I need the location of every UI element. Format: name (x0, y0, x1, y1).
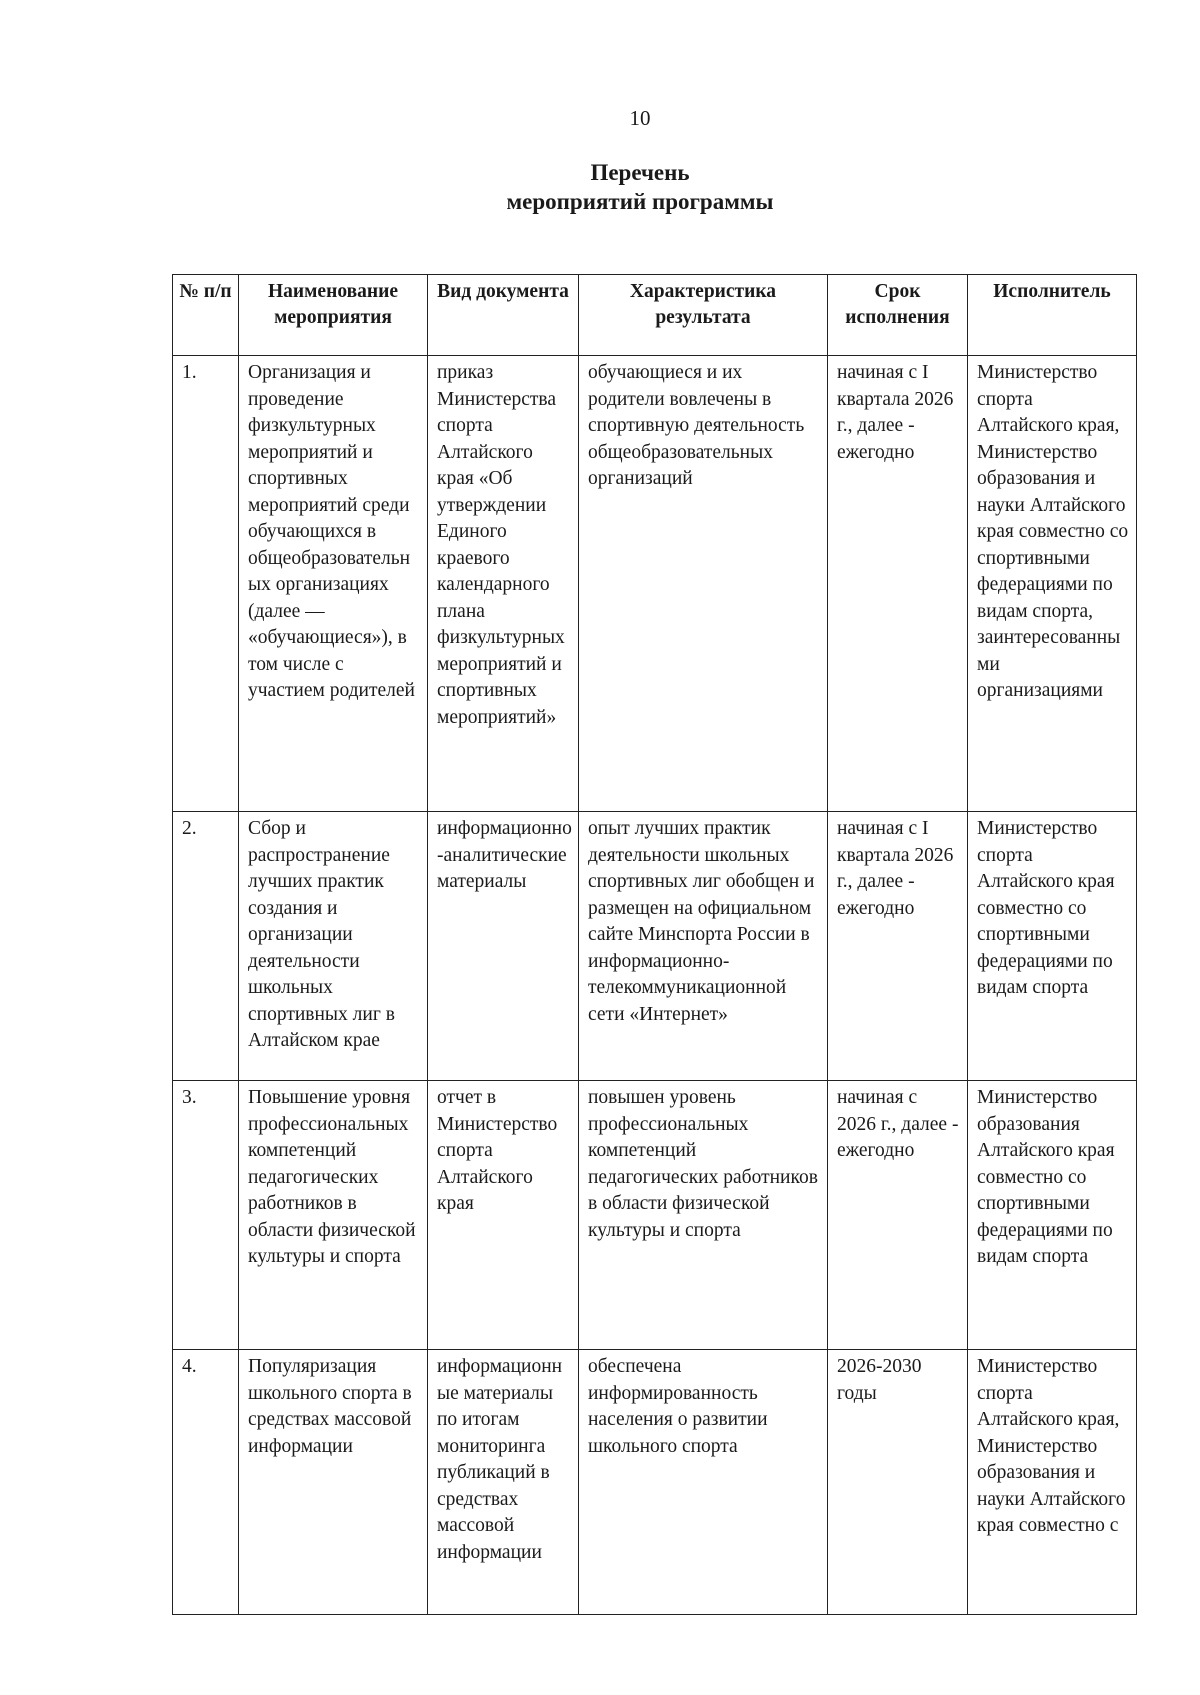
header-executor: Исполнитель (968, 275, 1137, 356)
document-title (0, 158, 1200, 216)
title-line-1: Перечень (590, 160, 690, 185)
cell-name: Повышение уровня профессиональных компетенций педагогических работников в области физической культуры и спорта (239, 1081, 428, 1350)
cell-name: Популяризация школьного спорта в средствах массовой информации (239, 1350, 428, 1615)
cell-doc-type: отчет в Министерство спорта Алтайского края (428, 1081, 579, 1350)
cell-result: обеспечена информированность населения о развитии школьного спорта (579, 1350, 828, 1615)
cell-result: повышен уровень профессиональных компетенций педагогических работников в области физической культуры и спорта (579, 1081, 828, 1350)
table-header-row (173, 275, 1137, 356)
header-name: Наименование мероприятия (239, 275, 428, 356)
cell-deadline: 2026-2030 годы (828, 1350, 968, 1615)
title-line-2: мероприятий программы (506, 189, 774, 214)
cell-result: опыт лучших практик деятельности школьных спортивных лиг обобщен и размещен на официальном сайте Минспорта России в информационно-телекоммуникационной сети «Интернет» (579, 812, 828, 1081)
cell-executor: Министерство спорта Алтайского края совместно со спортивными федерациями по видам спорта (968, 812, 1137, 1081)
cell-deadline: начиная с I квартала 2026 г., далее - ежегодно (828, 356, 968, 812)
table-row (173, 1081, 1137, 1350)
cell-executor: Министерство образования Алтайского края совместно со спортивными федерациями по видам спорта (968, 1081, 1137, 1350)
cell-deadline: начиная с 2026 г., далее - ежегодно (828, 1081, 968, 1350)
cell-num: 4. (173, 1350, 239, 1615)
cell-deadline: начиная с I квартала 2026 г., далее - ежегодно (828, 812, 968, 1081)
header-doc-type: Вид документа (428, 275, 579, 356)
header-num: № п/п (173, 275, 239, 356)
header-deadline: Срок исполнения (828, 275, 968, 356)
page-number: 10 (629, 106, 651, 130)
table-row (173, 1350, 1137, 1615)
cell-executor: Министерство спорта Алтайского края, Министерство образования и науки Алтайского края совместно с (968, 1350, 1137, 1615)
cell-doc-type: приказ Министерства спорта Алтайского края «Об утверждении Единого краевого календарного плана физкультурных мероприятий и спортивных мероприятий» (428, 356, 579, 812)
cell-num: 3. (173, 1081, 239, 1350)
cell-doc-type: информационные материалы по итогам мониторинга публикаций в средствах массовой информации (428, 1350, 579, 1615)
cell-num: 1. (173, 356, 239, 812)
cell-name: Организация и проведение физкультурных мероприятий и спортивных мероприятий среди обучающихся в общеобразовательных организациях (далее — «обучающиеся»), в том числе с участием родителей (239, 356, 428, 812)
table-row (173, 812, 1137, 1081)
events-table (172, 274, 1137, 1615)
cell-executor: Министерство спорта Алтайского края, Министерство образования и науки Алтайского края совместно со спортивными федерациями по видам спорта, заинтересованными организациями (968, 356, 1137, 812)
header-result: Характеристика результата (579, 275, 828, 356)
cell-name: Сбор и распространение лучших практик создания и организации деятельности школьных спортивных лиг в Алтайском крае (239, 812, 428, 1081)
cell-result: обучающиеся и их родители вовлечены в спортивную деятельность общеобразовательных организаций (579, 356, 828, 812)
cell-num: 2. (173, 812, 239, 1081)
cell-doc-type: информационно-аналитические материалы (428, 812, 579, 1081)
table-row (173, 356, 1137, 812)
